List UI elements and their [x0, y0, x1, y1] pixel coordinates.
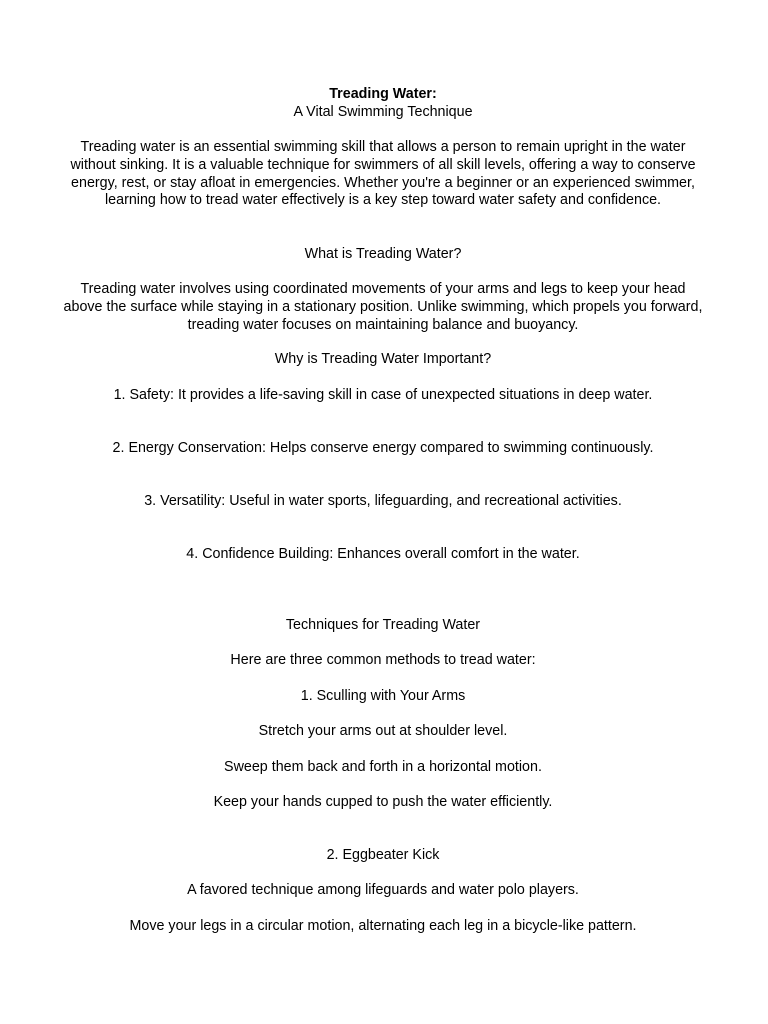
- section-heading-techniques: Techniques for Treading Water: [285, 617, 481, 633]
- why-list-item: 2. Energy Conservation: Helps conserve energy compared to swimming continuously.: [112, 440, 654, 456]
- technique-step: Stretch your arms out at shoulder level.: [258, 723, 508, 739]
- section-heading-what: What is Treading Water?: [304, 246, 462, 262]
- technique-step: Keep your hands cupped to push the water efficiently.: [213, 794, 553, 810]
- technique-heading-eggbeater: 2. Eggbeater Kick: [326, 847, 440, 863]
- why-list-item: 1. Safety: It provides a life-saving skill in case of unexpected situations in deep water.: [113, 387, 653, 403]
- document-title: Treading Water:: [329, 86, 437, 102]
- technique-step: A favored technique among lifeguards and water polo players.: [187, 882, 579, 898]
- intro-paragraph: Treading water is an essential swimming skill that allows a person to remain upright in the water without sinking. It is a valuable technique for swimmers of all skill levels, offering a way to conserve energy, rest, or stay afloat in emergencies. Whether you're a beginner or an experienced swimmer, learning how to tread water effectively is a key step toward water safety and confidence.: [70, 139, 696, 209]
- section-heading-why: Why is Treading Water Important?: [274, 351, 492, 367]
- technique-heading-sculling: 1. Sculling with Your Arms: [300, 688, 466, 704]
- techniques-intro: Here are three common methods to tread water:: [230, 652, 536, 668]
- technique-step: Move your legs in a circular motion, alternating each leg in a bicycle-like pattern.: [129, 918, 637, 934]
- technique-step: Sweep them back and forth in a horizontal motion.: [224, 759, 542, 775]
- why-list-item: 4. Confidence Building: Enhances overall comfort in the water.: [186, 546, 580, 562]
- why-list-item: 3. Versatility: Useful in water sports, lifeguarding, and recreational activities.: [144, 493, 622, 509]
- section-body-what: Treading water involves using coordinated movements of your arms and legs to keep your head above the surface while staying in a stationary position. Unlike swimming, which propels you forward, treading water focuses on maintaining balance and buoyancy.: [63, 281, 703, 333]
- document-subtitle: A Vital Swimming Technique: [293, 104, 473, 120]
